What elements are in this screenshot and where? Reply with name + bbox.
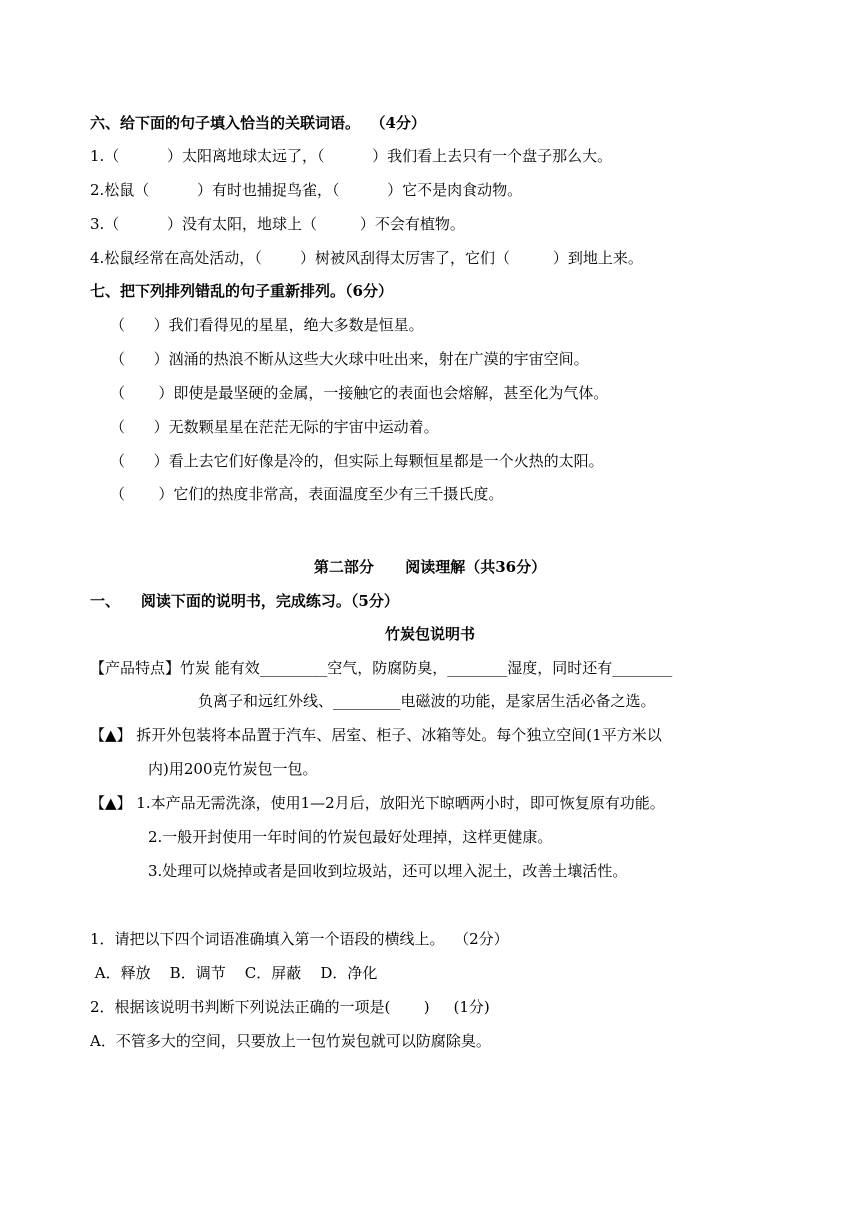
care-line-3: 3.处理可以烧掉或者是回收到垃圾站，还可以埋入泥土，改善土壤活性。: [148, 862, 628, 880]
section-six-item-3: 3.（ ）没有太阳，地球上（ ）不会有植物。: [90, 215, 465, 233]
care-line-1: 【▲】 1.本产品无需洗涤，使用1—2月后，放阳光下晾晒两小时，即可恢复原有功能。: [90, 794, 665, 812]
care-line-2: 2.一般开封使用一年时间的竹炭包最好处理掉，这样更健康。: [148, 828, 553, 846]
part-two-title: 第二部分 阅读理解（共36分）: [313, 558, 547, 576]
question-two: 2．根据该说明书判断下列说法正确的一项是( ) (1分): [90, 998, 490, 1016]
product-features-line-1: 【产品特点】竹炭 能有效_________空气，防腐防臭，________湿度，同时还有________: [90, 659, 673, 677]
section-six-item-1: 1.（ ）太阳离地球太远了，（ ）我们看上去只有一个盘子那么大。: [90, 147, 613, 165]
question-one-options: A．释放 B．调节 C．屏蔽 D．净化: [90, 964, 378, 982]
section-seven-item-3: （ ）即使是最坚硬的金属，一接触它的表面也会熔解，甚至化为气体。: [110, 384, 609, 402]
reading-question-one-title: 一、 阅读下面的说明书，完成练习。（5分）: [90, 592, 399, 610]
section-six-item-2: 2.松鼠（ ）有时也捕捉鸟雀，（ ）它不是肉食动物。: [90, 181, 523, 199]
section-six-item-4: 4.松鼠经常在高处活动，（ ）树被风刮得太厉害了，它们（ ）到地上来。: [90, 249, 643, 267]
product-features-line-2: 负离子和远红外线、_________电磁波的功能，是家居生活必备之选。: [198, 692, 656, 710]
section-seven-item-2: （ ）汹涌的热浪不断从这些大火球中吐出来，射在广漠的宇宙空间。: [110, 350, 589, 368]
section-seven-item-4: （ ）无数颗星星在茫茫无际的宇宙中运动着。: [110, 418, 439, 436]
question-one: 1．请把以下四个词语准确填入第一个语段的横线上。 （2分）: [90, 930, 509, 948]
manual-title: 竹炭包说明书: [384, 625, 475, 643]
section-six-title: 六、给下面的句子填入恰当的关联词语。 （4分）: [90, 114, 426, 132]
section-seven-item-5: （ ）看上去它们好像是冷的，但实际上每颗恒星都是一个火热的太阳。: [110, 452, 604, 470]
section-seven-item-6: （ ）它们的热度非常高，表面温度至少有三千摄氏度。: [110, 485, 504, 503]
section-seven-title: 七、把下列排列错乱的句子重新排列。（6分）: [90, 282, 393, 300]
section-seven-item-1: （ ）我们看得见的星星，绝大多数是恒星。: [110, 316, 424, 334]
question-two-option-a: A．不管多大的空间，只要放上一包竹炭包就可以防腐除臭。: [90, 1032, 491, 1050]
usage-line-2: 内)用200克竹炭包一包。: [148, 760, 318, 778]
usage-line-1: 【▲】 拆开外包装将本品置于汽车、居室、柜子、冰箱等处。每个独立空间(1平方米以: [90, 726, 662, 744]
